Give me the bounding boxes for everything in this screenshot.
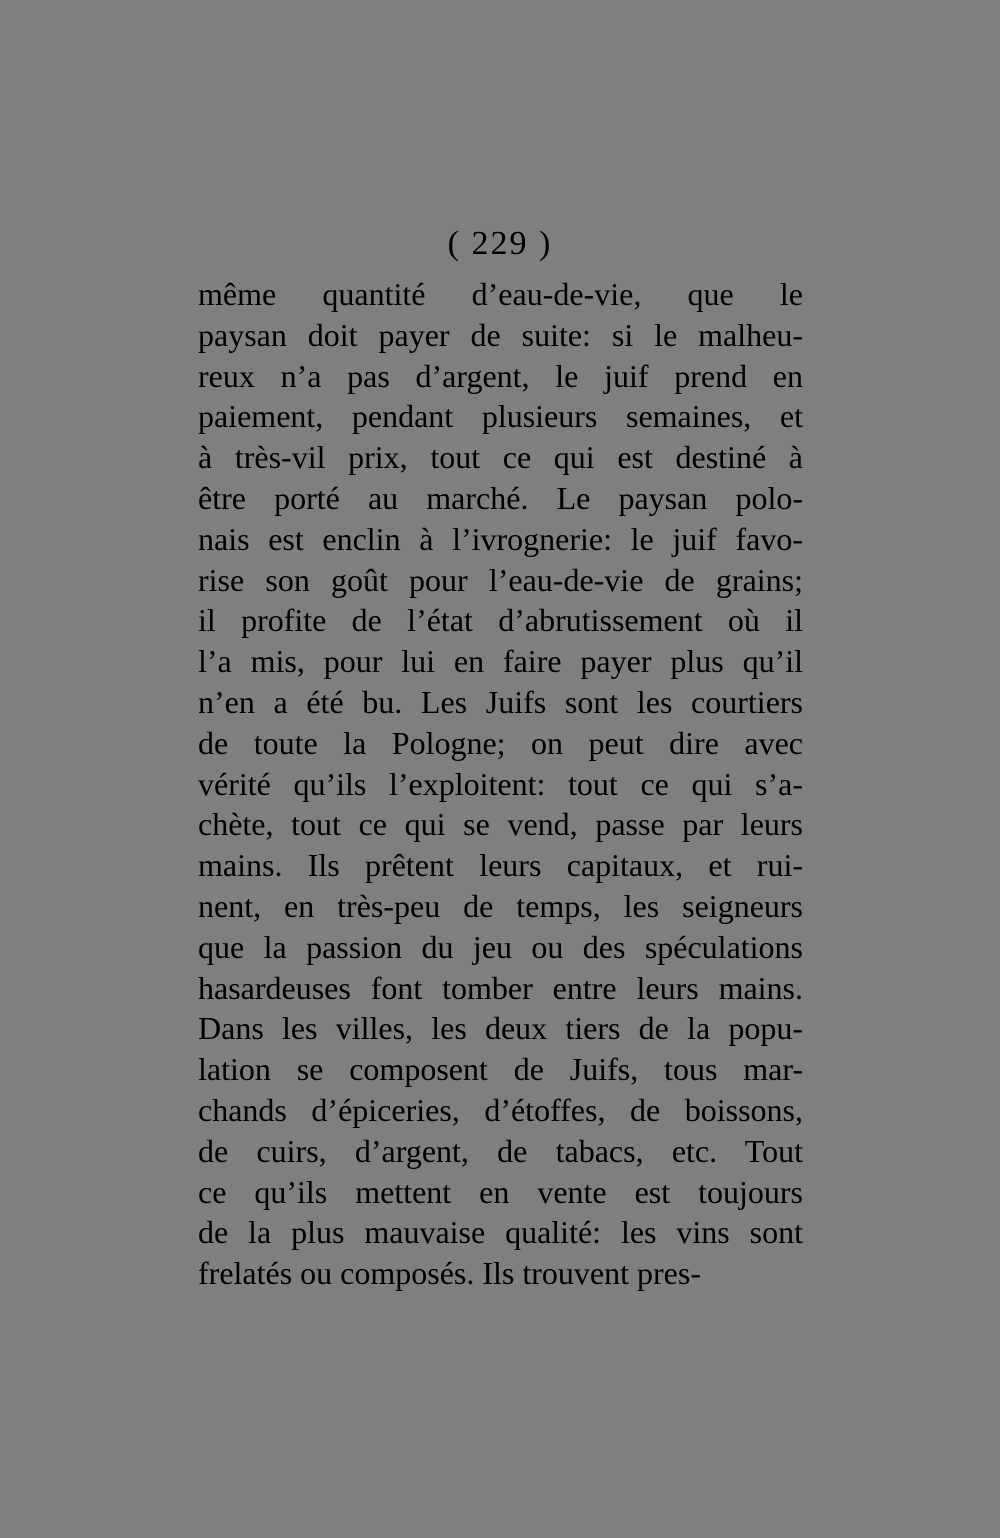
text-line: frelatés ou composés. Ils trouvent pres-: [198, 1255, 701, 1292]
text-line: paiement, pendant plusieurs semaines, et: [198, 398, 803, 435]
text-line: de toute la Pologne; on peut dire avec: [198, 724, 803, 761]
text-line: chands d’épiceries, d’étoffes, de boissons,: [198, 1091, 803, 1128]
text-line: ce qu’ils mettent en vente est toujours: [198, 1173, 803, 1210]
text-line: chète, tout ce qui se vend, passe par leurs: [198, 806, 803, 843]
text-line: l’a mis, pour lui en faire payer plus qu’il: [198, 643, 803, 680]
text-line: être porté au marché. Le paysan polo-: [198, 479, 803, 516]
text-line: de la plus mauvaise qualité: les vins sont: [198, 1214, 803, 1251]
body-text: [198, 274, 803, 1294]
text-line: lation se composent de Juifs, tous mar-: [198, 1051, 803, 1088]
text-line: que la passion du jeu ou des spéculations: [198, 928, 803, 965]
text-line: Dans les villes, les deux tiers de la popu-: [198, 1010, 803, 1047]
text-line: il profite de l’état d’abrutissement où il: [198, 602, 803, 639]
text-line: même quantité d’eau-de-vie, que le: [198, 276, 803, 312]
text-line: hasardeuses font tomber entre leurs mains.: [198, 969, 803, 1006]
text-line: paysan doit payer de suite: si le malheu-: [198, 316, 803, 353]
text-line: à très-vil prix, tout ce qui est destiné à: [198, 439, 803, 476]
text-line: nent, en très-peu de temps, les seigneurs: [198, 887, 803, 924]
page-number: ( 229 ): [447, 225, 553, 262]
text-line: vérité qu’ils l’exploitent: tout ce qui s’a-: [198, 765, 803, 802]
text-line: mains. Ils prêtent leurs capitaux, et rui-: [198, 847, 803, 884]
text-line: de cuirs, d’argent, de tabacs, etc. Tout: [198, 1132, 803, 1169]
text-line: n’en a été bu. Les Juifs sont les courtiers: [198, 683, 803, 720]
text-line: rise son goût pour l’eau-de-vie de grains;: [198, 561, 803, 598]
text-line: reux n’a pas d’argent, le juif prend en: [198, 357, 803, 394]
text-line: nais est enclin à l’ivrognerie: le juif favo-: [198, 520, 803, 557]
